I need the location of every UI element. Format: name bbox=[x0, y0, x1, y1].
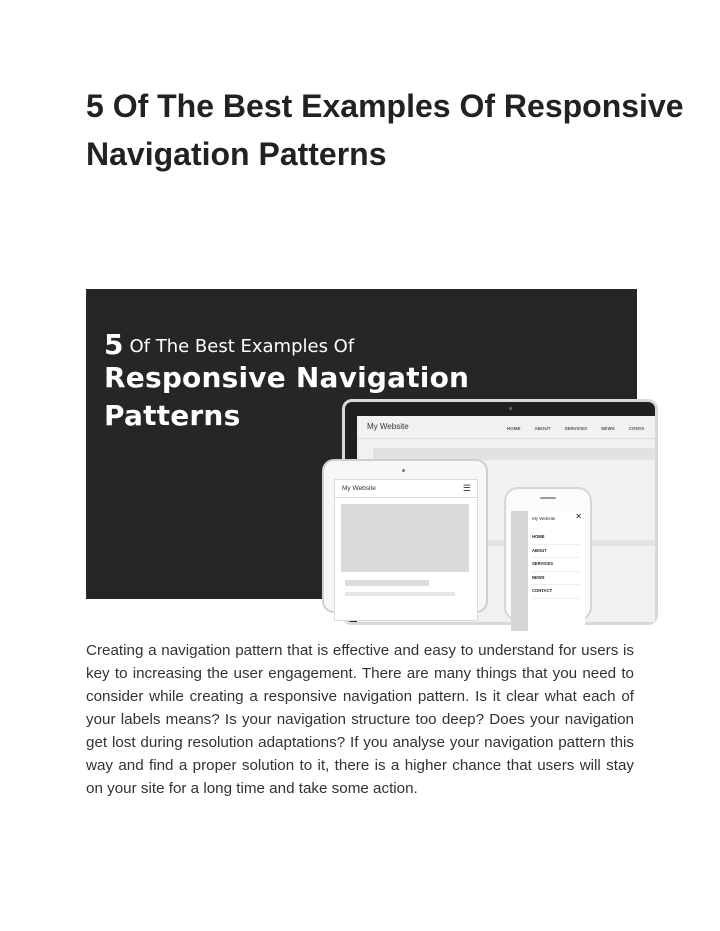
phone-menu-about: ABOUT bbox=[532, 545, 580, 559]
hero-heading-line2: Responsive Navigation bbox=[104, 361, 470, 394]
content-placeholder bbox=[341, 504, 469, 572]
hamburger-icon: ☰ bbox=[462, 483, 471, 493]
laptop-site-name: My Website bbox=[367, 422, 409, 431]
phone-menu-contact: CONTACT bbox=[532, 585, 580, 599]
hero-heading-line3: Patterns bbox=[104, 399, 241, 432]
laptop-nav bbox=[507, 426, 644, 431]
divider bbox=[357, 438, 655, 439]
body-paragraph: Creating a navigation pattern that is effective and easy to understand for users is key to increasing the user engagement. There are many things that you need to consider while creating a responsive navigation pattern. Is it clear what each of your labels means? Is your navigation structure too deep? Does your navigation get lost during resolution adaptations? If you analyse your navigation pattern this way and find a proper solution to it, there is a higher chance that users will stay on your site for a long time and take some action. bbox=[86, 642, 634, 797]
tablet-mockup bbox=[322, 459, 488, 613]
phone-menu-services: SERVICES bbox=[532, 558, 580, 572]
content-placeholder bbox=[345, 592, 455, 596]
laptop-nav-about: ABOUT bbox=[534, 426, 551, 431]
tablet-site-name: My Website bbox=[342, 485, 376, 492]
close-icon: ✕ bbox=[575, 512, 582, 521]
divider bbox=[335, 497, 477, 498]
hero-line1-text: Of The Best Examples Of bbox=[129, 336, 355, 357]
laptop-nav-news: NEWS bbox=[601, 426, 615, 431]
hero-number: 5 bbox=[104, 328, 124, 361]
content-placeholder bbox=[345, 580, 429, 586]
speaker bbox=[540, 497, 556, 499]
camera-dot bbox=[402, 469, 405, 472]
phone-site-name: My Website bbox=[532, 516, 556, 521]
laptop-nav-services: SERVICES bbox=[564, 426, 588, 431]
phone-menu-home: HOME bbox=[532, 531, 580, 545]
hero-image bbox=[86, 289, 645, 599]
phone-screen bbox=[511, 511, 585, 631]
phone-mockup bbox=[504, 487, 592, 621]
laptop-nav-home: HOME bbox=[507, 426, 521, 431]
laptop-nav-contact: CONTA bbox=[628, 426, 645, 431]
page-title: 5 Of The Best Examples Of Responsive Navigation Patterns bbox=[86, 88, 684, 172]
phone-menu bbox=[532, 531, 580, 599]
hero-heading-line1 bbox=[104, 328, 469, 361]
camera-dot bbox=[509, 407, 512, 410]
phone-menu-news: NEWS bbox=[532, 572, 580, 586]
tablet-screen bbox=[334, 479, 478, 621]
phone-menu-panel bbox=[528, 511, 585, 631]
